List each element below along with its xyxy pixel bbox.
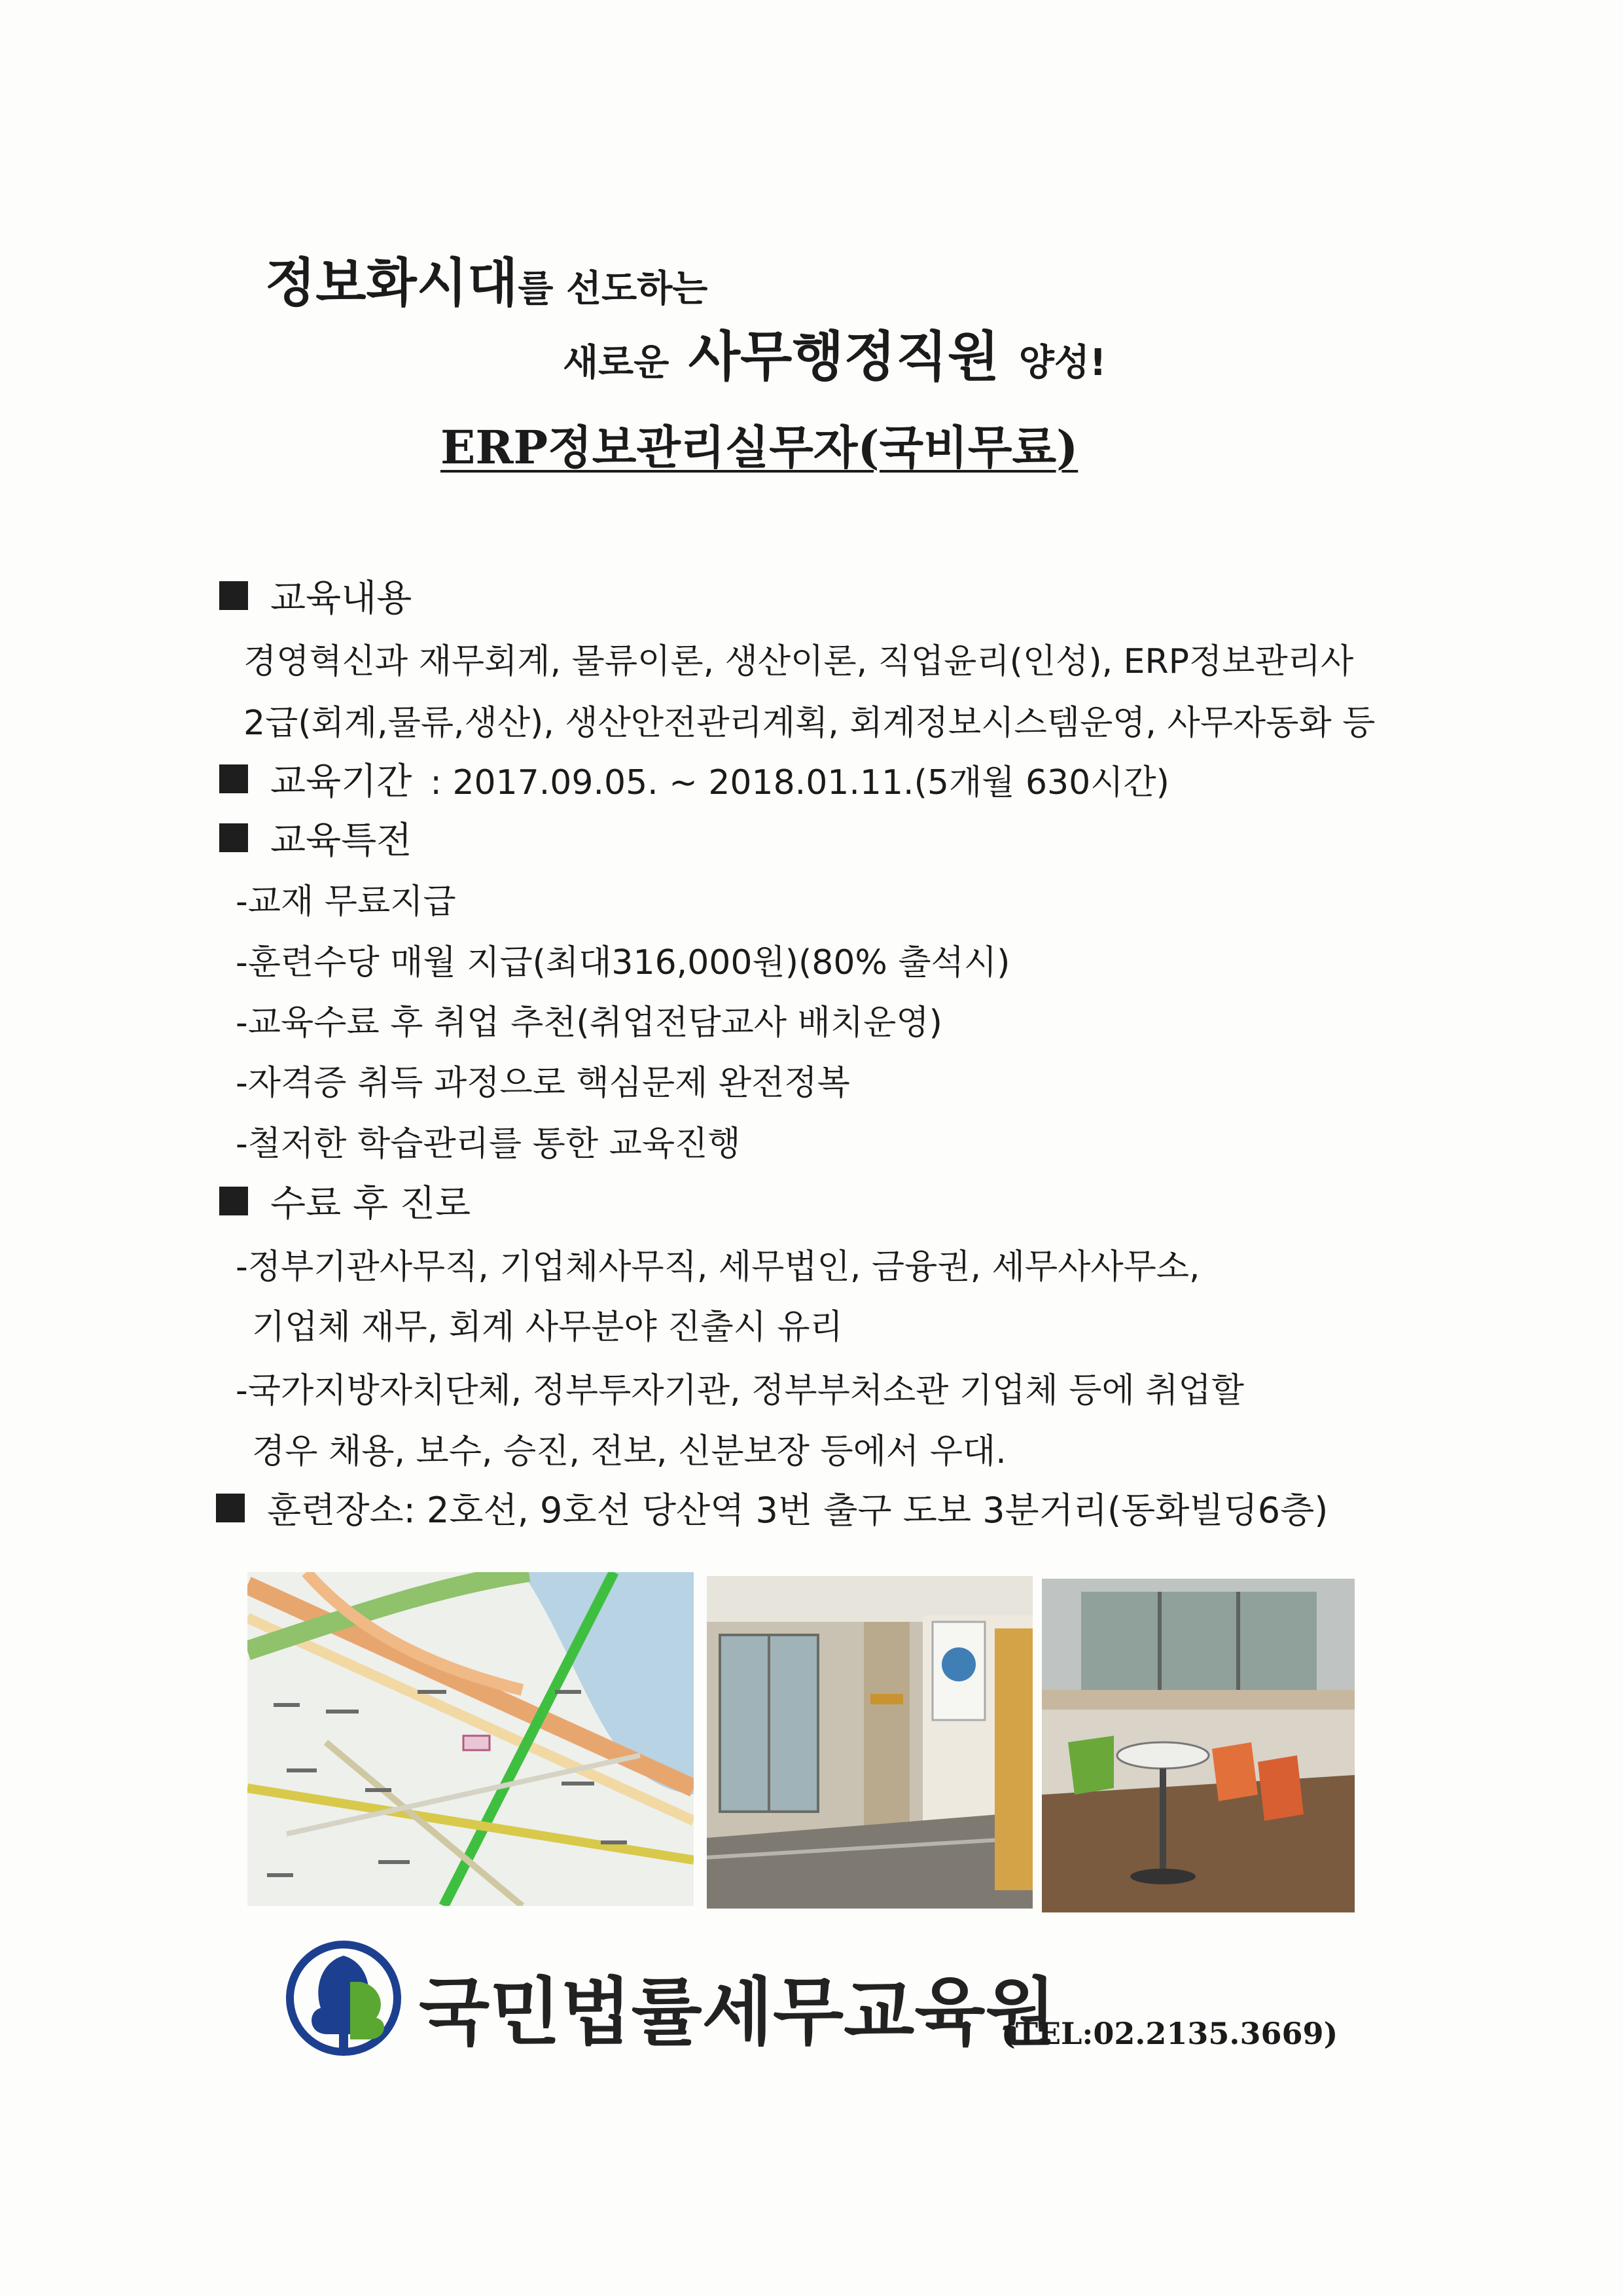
period-value: : 2017.09.05. ~ 2018.01.11.(5개월 630시간) — [430, 762, 1169, 802]
headline-text-1: 를 선도하는 — [518, 268, 708, 310]
section-title: 교육내용 — [270, 577, 412, 620]
course-title: ERP정보관리실무자(국비무료) — [440, 420, 1079, 475]
section-career-heading — [219, 1175, 471, 1227]
section-period-heading — [219, 753, 1169, 805]
section-title: 교육특전 — [270, 819, 412, 862]
headline-line2 — [563, 314, 1106, 391]
benefit-item: -훈련수당 매월 지급(최대316,000원)(80% 출석시) — [236, 943, 1010, 982]
square-bullet-icon — [219, 764, 248, 793]
square-bullet-icon — [219, 581, 248, 610]
location-text: 훈련장소: 2호선, 9호선 당산역 3번 출구 도보 3분거리(동화빌딩6층) — [267, 1490, 1329, 1531]
content-line-1: 경영혁신과 재무회계, 물류이론, 생산이론, 직업윤리(인성), ERP정보관리사 — [243, 642, 1354, 681]
career-item: -정부기관사무직, 기업체사무직, 세무법인, 금융권, 세무사사무소, — [236, 1247, 1200, 1287]
benefit-item: -철저한 학습관리를 통한 교육진행 — [236, 1124, 741, 1164]
square-bullet-icon — [219, 1187, 248, 1215]
location-map-image — [247, 1572, 694, 1906]
content-line-2: 2급(회계,물류,생산), 생산안전관리계획, 회계정보시스템운영, 사무자동화 등 — [243, 704, 1376, 743]
section-location-heading — [216, 1482, 1328, 1533]
section-title: 교육기간 — [270, 761, 412, 803]
section-content-heading — [219, 569, 412, 622]
benefit-item: -자격증 취득 과정으로 핵심문제 완전정복 — [236, 1064, 850, 1103]
benefit-item: -교육수료 후 취업 추천(취업전담교사 배치운영) — [236, 1003, 942, 1043]
org-telephone: (TEL:02.2135.3669) — [1001, 2016, 1338, 2051]
headline-emphasis-1: 정보화시대 — [265, 253, 518, 314]
org-logo-icon — [281, 1936, 406, 2060]
section-title: 수료 후 진로 — [270, 1183, 471, 1225]
headline-post-2: 양성! — [1018, 342, 1107, 384]
benefit-item: -교재 무료지급 — [236, 882, 456, 922]
headline-line1 — [265, 241, 707, 316]
section-benefits-heading — [219, 812, 412, 864]
hallway-photo-image — [707, 1576, 1033, 1909]
headline-pre-2: 새로운 — [563, 342, 669, 384]
career-item: 경우 채용, 보수, 승진, 전보, 신분보장 등에서 우대. — [252, 1432, 1007, 1471]
org-name: 국민법률세무교육원 — [419, 1970, 1056, 2055]
square-bullet-icon — [219, 823, 248, 852]
lounge-photo-image — [1042, 1579, 1355, 1912]
headline-emphasis-2: 사무행정직원 — [688, 326, 1000, 388]
square-bullet-icon — [216, 1494, 245, 1522]
career-item: -국가지방자치단체, 정부투자기관, 정부부처소관 기업체 등에 취업할 — [236, 1371, 1244, 1410]
career-item: 기업체 재무, 회계 사무분야 진출시 유리 — [252, 1308, 843, 1347]
